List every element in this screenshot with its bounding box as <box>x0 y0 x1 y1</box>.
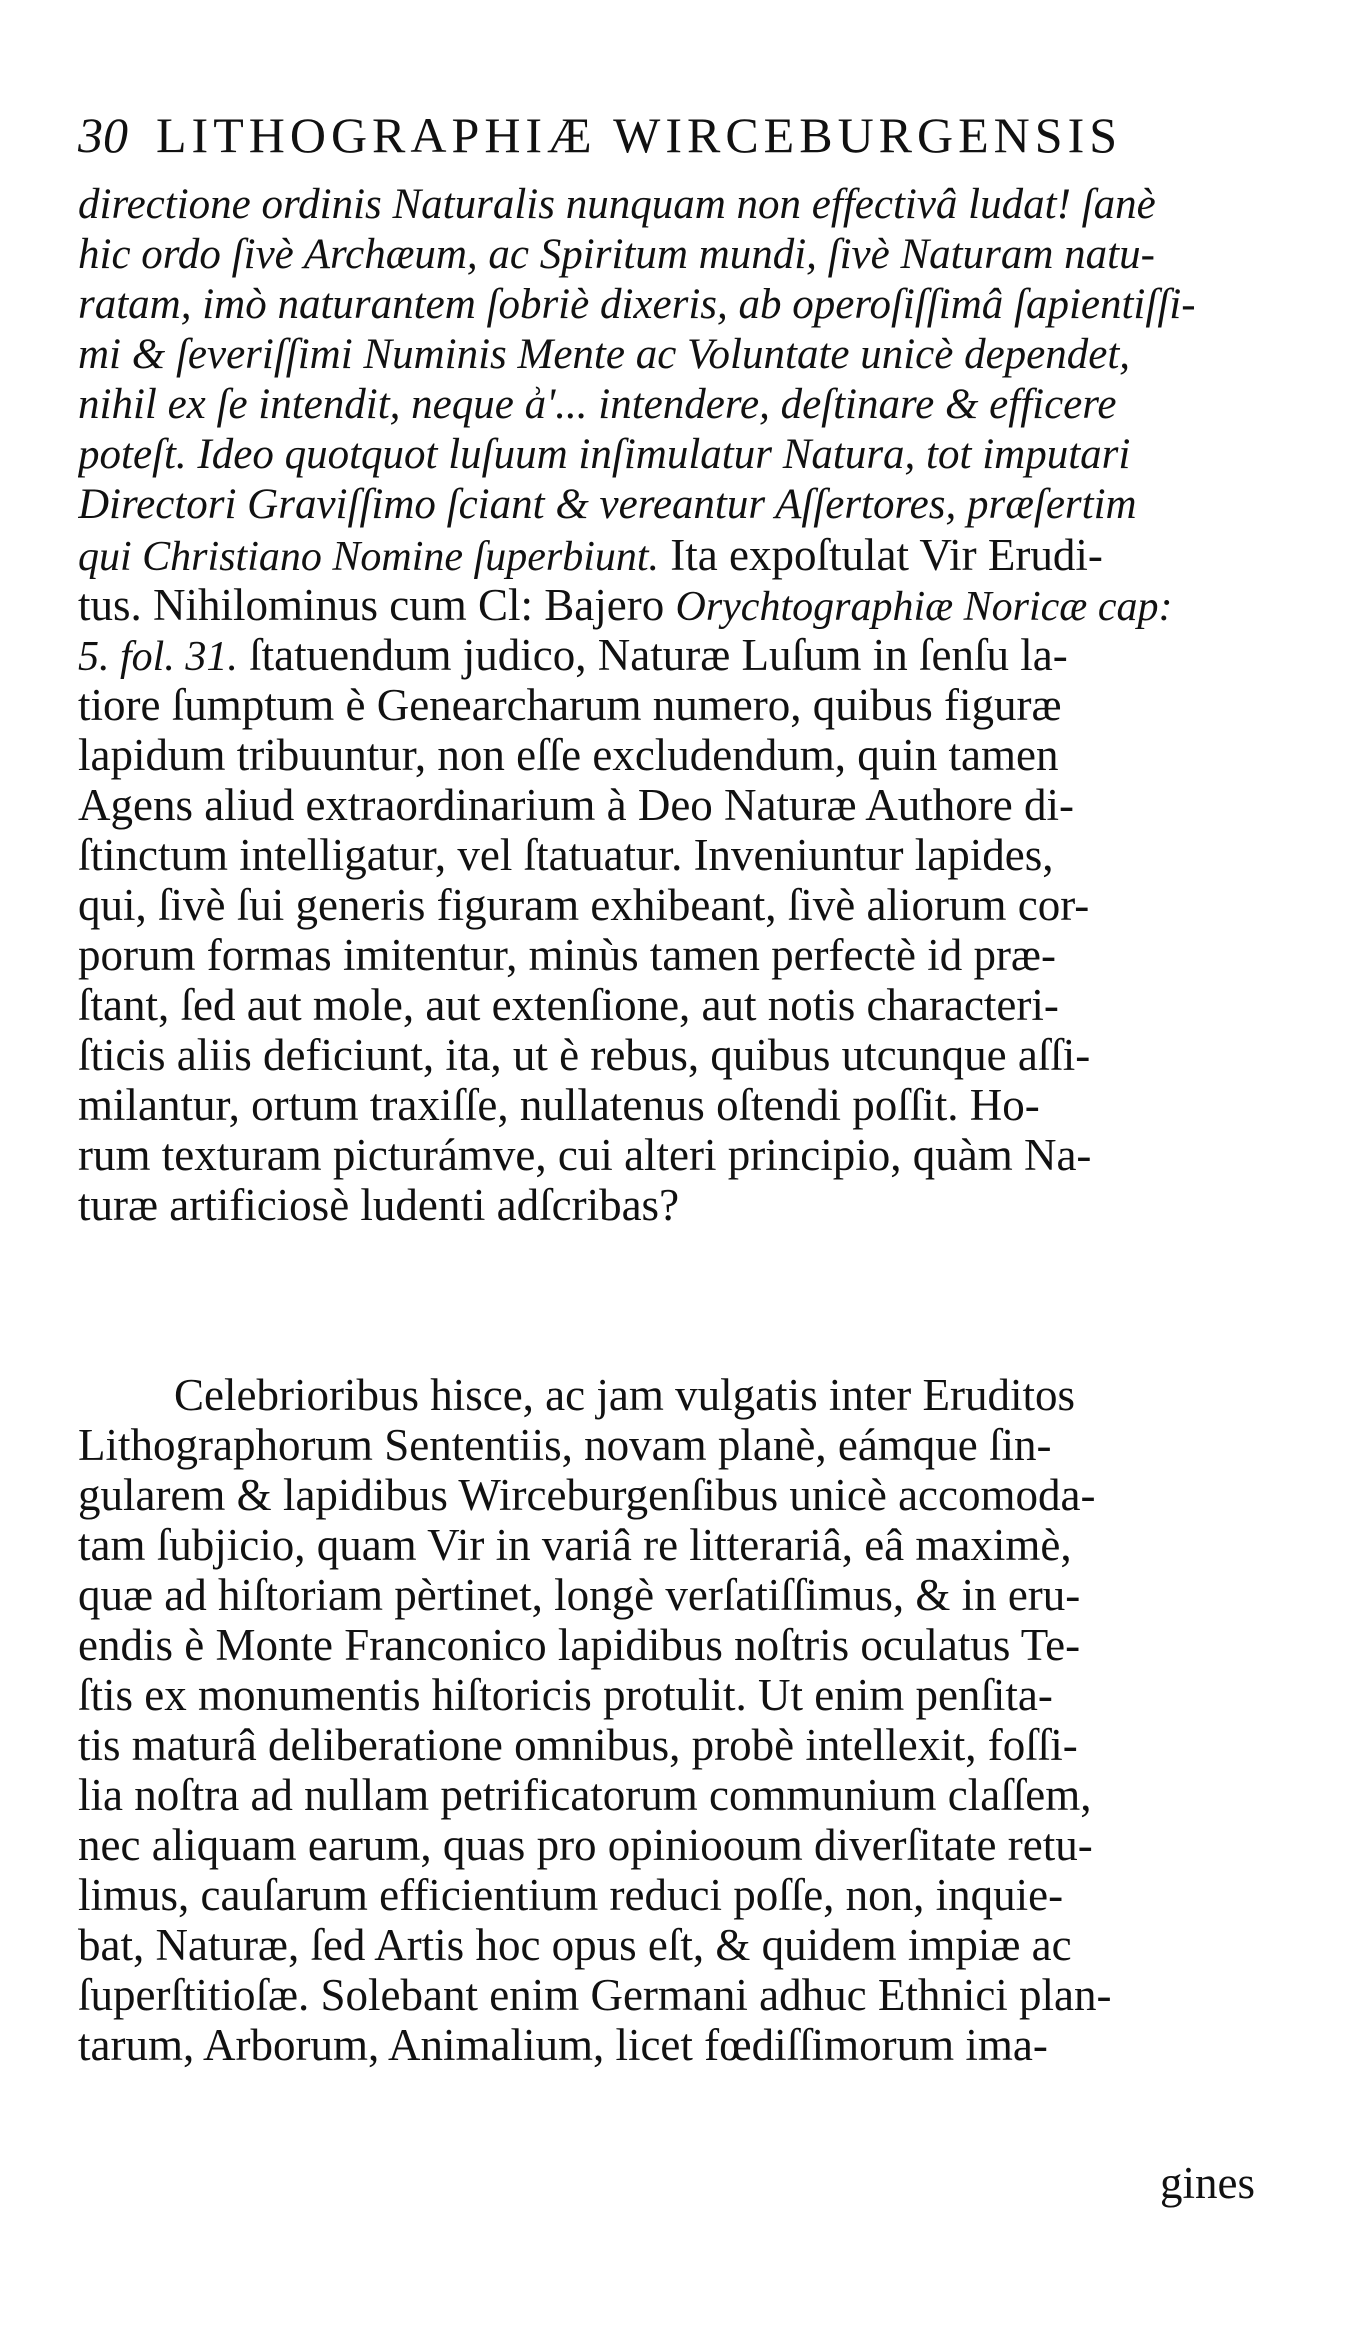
text-line: ſtant, ſed aut mole, aut extenſione, aut notis characteri- <box>78 980 1059 1030</box>
text-line: porum formas imitentur, minùs tamen perfectè id præ- <box>78 930 1056 980</box>
text-line: poteſt. Ideo quotquot luſuum inſimulatur Natura, tot imputari <box>78 431 1131 478</box>
text-line: ſtis ex monumentis hiſtoricis protulit. Ut enim penſita- <box>78 1670 1053 1720</box>
catchword: gines <box>1160 2158 1255 2208</box>
text-line: endis è Monte Franconico lapidibus noſtris oculatus Te- <box>78 1620 1081 1670</box>
text-line: Lithographorum Sententiis, novam planè, eámque ſin- <box>78 1420 1052 1470</box>
paragraph-1 <box>78 180 1293 1230</box>
roman-segment: Ita expoſtulat Vir Erudi- <box>659 530 1103 580</box>
text-line: turæ artificiosè ludenti adſcribas? <box>78 1180 680 1230</box>
text-line: Directori Graviſſimo ſciant & vereantur Aſſertores, præſertim <box>78 481 1137 528</box>
paragraph-2 <box>78 1370 1293 2070</box>
roman-segment: ſtatuendum judico, Naturæ Luſum in ſenſu la- <box>237 630 1068 680</box>
text-line: mi & ſeveriſſimi Numinis Mente ac Voluntate unicè dependet, <box>78 331 1131 378</box>
text-line: qui, ſivè ſui generis figuram exhibeant, ſivè aliorum cor- <box>78 880 1090 930</box>
running-header <box>78 100 1278 170</box>
text-line: directione ordinis Naturalis nunquam non effectivâ ludat! ſanè <box>78 181 1156 228</box>
text-line: ratam, imò naturantem ſobriè dixeris, ab operoſiſſimâ ſapientiſſi- <box>78 281 1196 328</box>
text-line: milantur, ortum traxiſſe, nullatenus oſtendi poſſit. Ho- <box>78 1080 1040 1130</box>
page-number: 30 <box>78 107 128 163</box>
text-line: tam ſubjicio, quam Vir in variâ re litterariâ, eâ maximè, <box>78 1520 1072 1570</box>
text-line: hic ordo ſivè Archæum, ac Spiritum mundi, ſivè Naturam natu- <box>78 231 1155 278</box>
text-line: Celebrioribus hisce, ac jam vulgatis inter Eruditos <box>174 1370 1076 1420</box>
italic-segment: 5. fol. 31. <box>78 634 238 680</box>
text-line <box>78 630 1293 680</box>
text-line: gularem & lapidibus Wirceburgenſibus unicè accomoda- <box>78 1470 1096 1520</box>
text-line: bat, Naturæ, ſed Artis hoc opus eſt, & quidem impiæ ac <box>78 1920 1072 1970</box>
text-line: lia noſtra ad nullam petrificatorum communium claſſem, <box>78 1770 1092 1820</box>
text-line: tis maturâ deliberatione omnibus, probè intellexit, foſſi- <box>78 1720 1078 1770</box>
text-line: tiore ſumptum è Genearcharum numero, quibus figuræ <box>78 680 1062 730</box>
text-line: limus, cauſarum efficientium reduci poſſe, non, inquie- <box>78 1870 1064 1920</box>
roman-segment: tus. Nihilominus cum Cl: Bajero <box>78 580 676 630</box>
text-line <box>78 530 1293 580</box>
text-line: tarum, Arborum, Animalium, licet fœdiſſimorum ima- <box>78 2020 1048 2070</box>
text-line: nec aliquam earum, quas pro opinioοum diverſitate retu- <box>78 1820 1093 1870</box>
text-line <box>78 580 1293 630</box>
text-line: lapidum tribuuntur, non eſſe excludendum, quin tamen <box>78 730 1059 780</box>
italic-segment: qui Christiano Nomine ſuperbiunt. <box>78 534 660 580</box>
text-line: nihil ex ſe intendit, neque ẚ'... intendere, deſtinare & efficere <box>78 381 1117 428</box>
text-line: quæ ad hiſtoriam pèrtinet, longè verſatiſſimus, & in eru- <box>78 1570 1081 1620</box>
text-line: ſtinctum intelligatur, vel ſtatuatur. Inveniuntur lapides, <box>78 830 1054 880</box>
text-line: Agens aliud extraordinarium à Deo Naturæ Authore di- <box>78 780 1074 830</box>
running-title: LITHOGRAPHIÆ WIRCEBURGENSIS <box>156 107 1123 163</box>
italic-segment: Orychtographiæ Noricæ cap: <box>675 584 1173 630</box>
text-line: rum texturam picturámve, cui alteri principio, quàm Na- <box>78 1130 1092 1180</box>
text-line: ſticis aliis deficiunt, ita, ut è rebus, quibus utcunque aſſi- <box>78 1030 1091 1080</box>
text-line: ſuperſtitioſæ. Solebant enim Germani adhuc Ethnici plan- <box>78 1970 1112 2020</box>
